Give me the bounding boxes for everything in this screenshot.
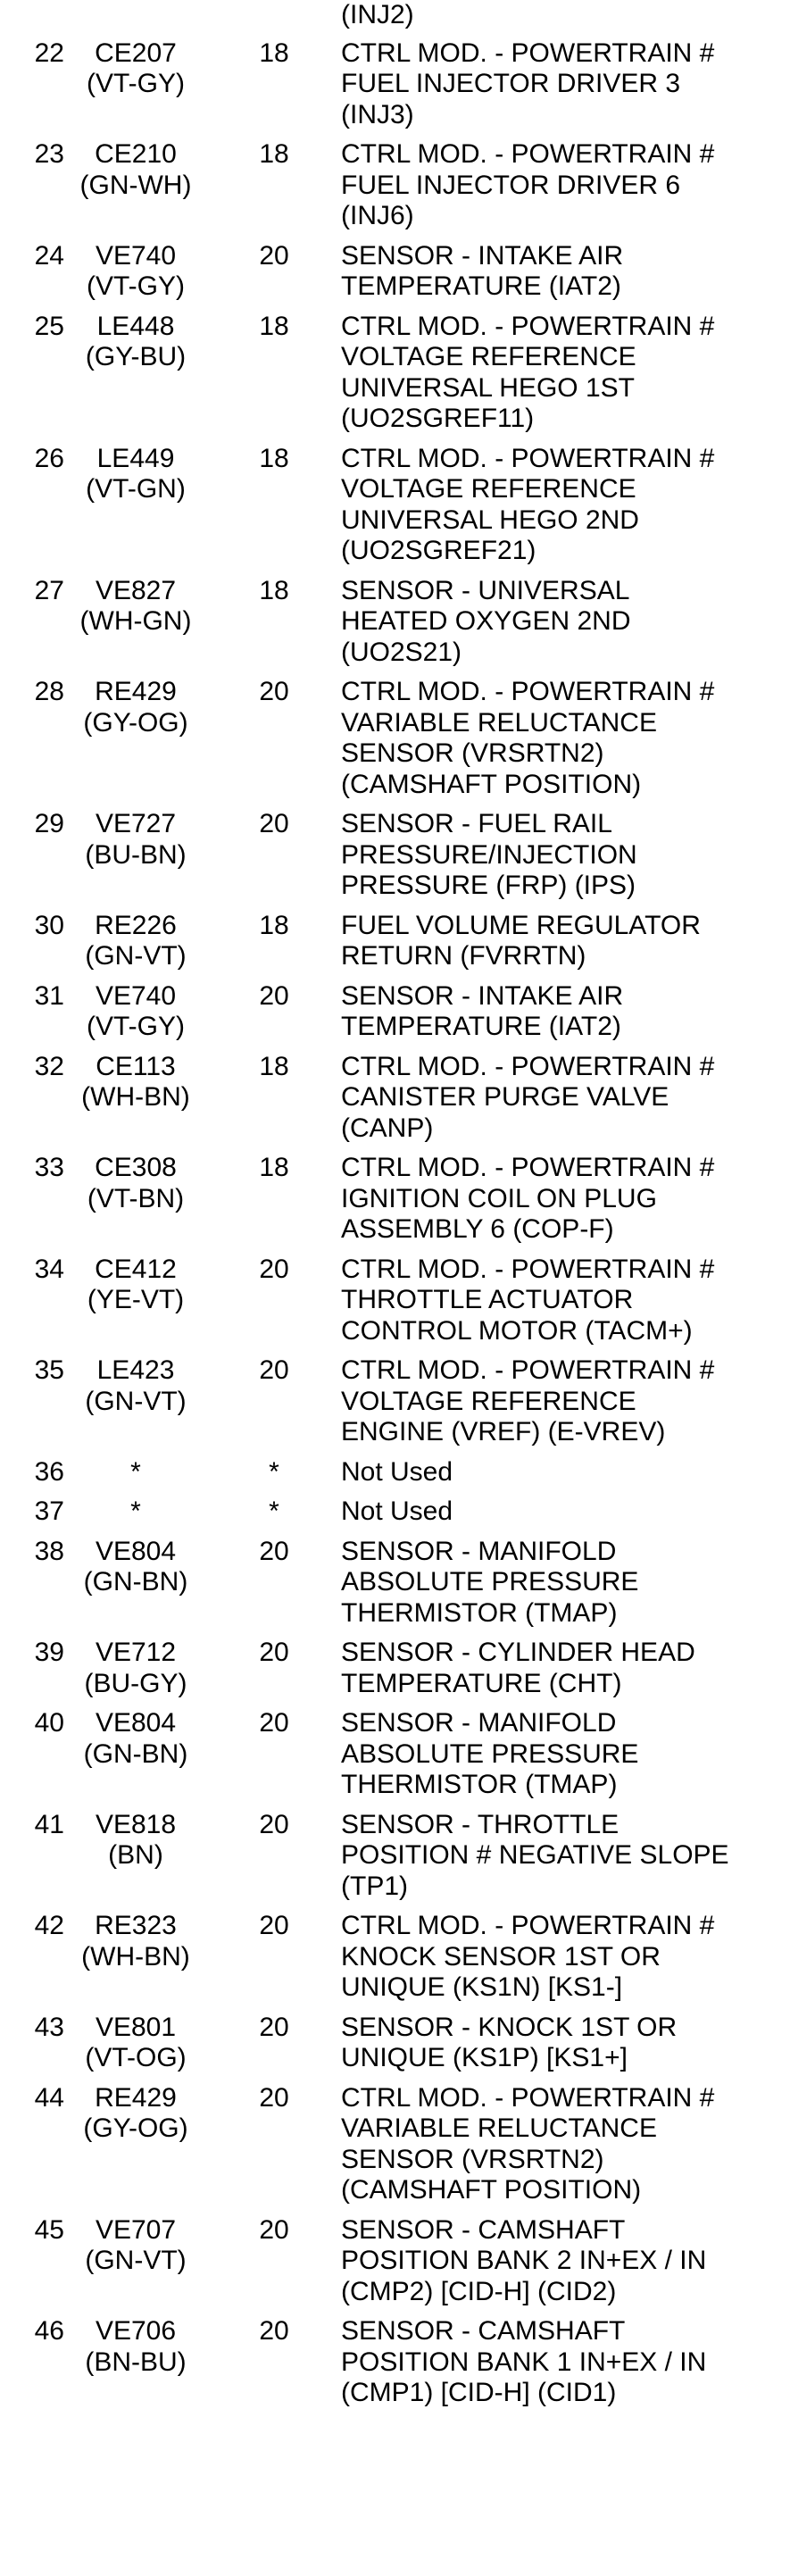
function-line: UNIVERSAL HEGO 1ST: [341, 372, 635, 403]
circuit-id: VE818: [95, 1809, 177, 1839]
function-line: CTRL MOD. - POWERTRAIN #: [341, 1051, 715, 1081]
circuit-cell: [64, 1537, 207, 1638]
function-line: (CMP2) [CID-H] (CID2): [341, 2276, 617, 2306]
circuit-id: LE449: [96, 443, 175, 473]
wire-gauge: 20: [259, 1911, 289, 1940]
function-line: THROTTLE ACTUATOR: [341, 1285, 634, 1314]
pin-row: [0, 312, 768, 444]
circuit-id: VE804: [95, 1536, 177, 1566]
wire-gauge: 20: [259, 2082, 289, 2113]
circuit-id: LE423: [96, 1355, 175, 1385]
function-line: (INJ3): [341, 99, 414, 129]
circuit-cell: [64, 911, 207, 981]
function-line: SENSOR - THROTTLE: [341, 1809, 620, 1839]
pin-row: [0, 677, 768, 809]
pin-number: 23: [34, 139, 64, 169]
circuit-cell: [64, 1911, 207, 2013]
function-line: VARIABLE RELUCTANCE: [341, 707, 657, 738]
circuit-function: [341, 1496, 768, 1537]
wire-color: (VT-BN): [87, 1183, 185, 1213]
circuit-id: VE804: [95, 1708, 177, 1738]
function-line: SENSOR - INTAKE AIR: [341, 980, 624, 1011]
circuit-id: VE827: [95, 575, 177, 605]
circuit-function: [341, 241, 768, 312]
function-line: CTRL MOD. - POWERTRAIN #: [341, 1911, 715, 1940]
wire-gauge: 20: [259, 1638, 289, 1667]
pin-number: 42: [34, 1911, 64, 1940]
pin-row: [0, 241, 768, 312]
function-line: (TP1): [341, 1871, 408, 1901]
wire-gauge: 18: [259, 139, 289, 169]
function-line: UNIVERSAL HEGO 2ND: [341, 504, 639, 535]
circuit-function: [341, 677, 768, 809]
function-line: PRESSURE/INJECTION: [341, 839, 637, 870]
circuit-function: [341, 576, 768, 678]
function-line: (CMP1) [CID-H] (CID1): [341, 2378, 617, 2407]
pin-number: 31: [34, 980, 64, 1011]
pin-row: [0, 1537, 768, 1638]
circuit-function: [341, 809, 768, 911]
circuit-cell: [64, 2083, 207, 2215]
function-line: SENSOR - KNOCK 1ST OR: [341, 2012, 678, 2042]
function-line: PRESSURE (FRP) (IPS): [341, 871, 636, 900]
function-line: CTRL MOD. - POWERTRAIN #: [341, 677, 715, 706]
pin-number: [0, 0, 64, 38]
pin-row: [0, 1355, 768, 1457]
pin-number: 36: [34, 1456, 64, 1487]
function-line: HEATED OXYGEN 2ND: [341, 606, 631, 636]
circuit-function: [341, 1638, 768, 1708]
circuit-cell: [64, 2316, 207, 2418]
pin-row: [0, 444, 768, 576]
wire-color: (GY-OG): [83, 707, 188, 738]
circuit-function: [341, 1052, 768, 1154]
wire-gauge: 20: [259, 2214, 289, 2245]
wire-gauge: 18: [259, 38, 289, 68]
pin-row: [0, 576, 768, 678]
pin-number: 38: [34, 1536, 64, 1566]
circuit-cell: [64, 1457, 207, 1497]
function-line: CTRL MOD. - POWERTRAIN #: [341, 1254, 715, 1284]
function-line: ASSEMBLY 6 (COP-F): [341, 1214, 614, 1244]
function-line: CTRL MOD. - POWERTRAIN #: [341, 139, 715, 169]
circuit-id: RE429: [95, 2082, 177, 2113]
wire-gauge: 20: [259, 2012, 289, 2042]
circuit-id: VE740: [95, 240, 177, 271]
wire-gauge: 20: [259, 1536, 289, 1566]
function-line: UNIQUE (KS1N) [KS1-]: [341, 1972, 623, 2002]
function-line: VOLTAGE REFERENCE: [341, 342, 636, 371]
pin-number: 45: [34, 2214, 64, 2245]
circuit-id: CE412: [95, 1254, 177, 1284]
wire-color: (BU-BN): [85, 839, 187, 870]
circuit-function: [341, 0, 768, 38]
wire-color: (WH-BN): [81, 1082, 190, 1112]
wire-color: (GN-VT): [85, 2246, 187, 2275]
function-line: TEMPERATURE (CHT): [341, 1668, 622, 1698]
pin-number: 41: [34, 1809, 64, 1839]
circuit-function: [341, 1457, 768, 1497]
function-line: SENSOR - UNIVERSAL: [341, 575, 630, 605]
function-line: SENSOR - CAMSHAFT: [341, 2214, 626, 2245]
wire-gauge: 18: [259, 311, 289, 341]
pin-number: 43: [34, 2012, 64, 2042]
circuit-function: [341, 1153, 768, 1255]
circuit-cell: [64, 1638, 207, 1708]
wire-gauge: 20: [259, 809, 289, 838]
wire-gauge: 18: [259, 1153, 289, 1182]
function-line: (UO2SGREF21): [341, 536, 536, 565]
function-line: CTRL MOD. - POWERTRAIN #: [341, 1355, 715, 1385]
function-line: THERMISTOR (TMAP): [341, 1597, 618, 1628]
pin-row: [0, 911, 768, 981]
pin-row: [0, 139, 768, 241]
function-line: POSITION # NEGATIVE SLOPE: [341, 1840, 729, 1870]
wire-color: (VT-GY): [87, 271, 185, 301]
circuit-cell: [64, 1153, 207, 1255]
wire-color: (VT-OG): [85, 2043, 187, 2072]
wire-gauge: [207, 0, 341, 38]
circuit-function: [341, 312, 768, 444]
function-line: KNOCK SENSOR 1ST OR: [341, 1941, 661, 1972]
circuit-id: VE712: [95, 1638, 177, 1667]
function-line: CTRL MOD. - POWERTRAIN #: [341, 311, 715, 341]
circuit-cell: [64, 2013, 207, 2083]
pin-number: 25: [34, 311, 64, 341]
pin-row: [0, 1052, 768, 1154]
circuit-function: [341, 2083, 768, 2215]
circuit-cell: [64, 0, 207, 38]
wire-color: (GN-BN): [83, 1567, 188, 1596]
wire-color: (GN-WH): [79, 170, 192, 200]
function-line: TEMPERATURE (IAT2): [341, 271, 621, 301]
circuit-id: CE308: [95, 1153, 177, 1182]
circuit-cell: [64, 677, 207, 809]
function-line: CANISTER PURGE VALVE: [341, 1082, 669, 1112]
wire-color: (BN): [108, 1840, 163, 1870]
function-line: Not Used: [341, 1456, 453, 1487]
circuit-id: *: [130, 1496, 141, 1526]
circuit-id: RE323: [95, 1911, 177, 1940]
circuit-cell: [64, 1255, 207, 1356]
circuit-id: CE210: [95, 139, 177, 169]
function-line: FUEL VOLUME REGULATOR: [341, 910, 701, 940]
function-line: SENSOR (VRSRTN2): [341, 2144, 604, 2174]
pin-number: 27: [34, 575, 64, 605]
pin-number: 32: [34, 1051, 64, 1081]
circuit-function: [341, 1810, 768, 1912]
pin-row: [0, 1153, 768, 1255]
function-line: CTRL MOD. - POWERTRAIN #: [341, 443, 715, 473]
circuit-cell: [64, 2215, 207, 2317]
circuit-cell: [64, 241, 207, 312]
function-line: VARIABLE RELUCTANCE: [341, 2113, 657, 2143]
pin-row: [0, 1457, 768, 1497]
wire-gauge: 20: [259, 1708, 289, 1738]
pin-row: [0, 2215, 768, 2317]
circuit-cell: [64, 1355, 207, 1457]
circuit-function: [341, 2215, 768, 2317]
wire-color: (WH-BN): [81, 1941, 190, 1972]
wire-color: (GN-BN): [83, 1738, 188, 1769]
function-line: SENSOR - INTAKE AIR: [341, 240, 624, 271]
pin-number: 44: [34, 2082, 64, 2113]
circuit-id: VE706: [95, 2316, 177, 2346]
circuit-function: [341, 1537, 768, 1638]
wire-color: (WH-GN): [79, 606, 192, 636]
function-line: FUEL INJECTOR DRIVER 3: [341, 69, 681, 98]
function-line: UNIQUE (KS1P) [KS1+]: [341, 2043, 628, 2072]
pin-number: 39: [34, 1638, 64, 1667]
pin-number: 40: [34, 1708, 64, 1738]
pin-row: [0, 0, 768, 38]
wire-gauge: 20: [259, 240, 289, 271]
wire-gauge: 20: [259, 1809, 289, 1839]
function-line: FUEL INJECTOR DRIVER 6: [341, 170, 681, 200]
function-line: CTRL MOD. - POWERTRAIN #: [341, 2082, 715, 2113]
circuit-function: [341, 911, 768, 981]
wire-color: (VT-GN): [86, 474, 186, 504]
wire-gauge: 18: [259, 575, 289, 605]
function-line: SENSOR (VRSRTN2): [341, 738, 604, 768]
pin-row: [0, 2316, 768, 2418]
function-line: POSITION BANK 2 IN+EX / IN: [341, 2246, 707, 2275]
pin-number: 29: [34, 809, 64, 838]
circuit-function: [341, 1911, 768, 2013]
circuit-cell: [64, 1496, 207, 1537]
wire-color: (GY-BU): [85, 342, 187, 371]
wire-color: (BN-BU): [85, 2347, 187, 2377]
wire-color: (YE-VT): [87, 1285, 185, 1314]
pin-number: 24: [34, 240, 64, 271]
pin-row: [0, 1810, 768, 1912]
function-line: ENGINE (VREF) (E-VREV): [341, 1417, 666, 1446]
circuit-id: *: [130, 1456, 141, 1487]
pin-number: 35: [34, 1355, 64, 1385]
circuit-function: [341, 38, 768, 140]
circuit-function: [341, 1255, 768, 1356]
circuit-function: [341, 1708, 768, 1810]
function-line: CTRL MOD. - POWERTRAIN #: [341, 38, 715, 68]
wire-color: (VT-GY): [87, 69, 185, 98]
wire-gauge: *: [269, 1456, 279, 1487]
function-line: POSITION BANK 1 IN+EX / IN: [341, 2347, 707, 2377]
wire-gauge: 20: [259, 980, 289, 1011]
function-line: TEMPERATURE (IAT2): [341, 1012, 621, 1041]
pin-number: 30: [34, 910, 64, 940]
wire-gauge: 18: [259, 443, 289, 473]
wire-gauge: 20: [259, 1355, 289, 1385]
function-line: ABSOLUTE PRESSURE: [341, 1738, 639, 1769]
circuit-id: CE113: [96, 1051, 176, 1081]
pin-row: [0, 1708, 768, 1810]
function-line: (CANP): [341, 1113, 434, 1143]
circuit-cell: [64, 981, 207, 1052]
function-line: RETURN (FVRRTN): [341, 941, 586, 971]
circuit-cell: [64, 576, 207, 678]
wire-color: (GN-VT): [85, 941, 187, 971]
circuit-function: [341, 2316, 768, 2418]
circuit-function: [341, 1355, 768, 1457]
function-line: (INJ6): [341, 201, 414, 230]
function-line: (INJ2): [341, 0, 414, 29]
wire-color: (GY-OG): [83, 2113, 188, 2143]
circuit-function: [341, 2013, 768, 2083]
pin-row: [0, 809, 768, 911]
function-line: (UO2SGREF11): [341, 404, 535, 433]
circuit-cell: [64, 1810, 207, 1912]
circuit-id: LE448: [96, 311, 175, 341]
function-line: CTRL MOD. - POWERTRAIN #: [341, 1153, 715, 1182]
circuit-cell: [64, 139, 207, 241]
circuit-cell: [64, 1052, 207, 1154]
pin-row: [0, 1255, 768, 1356]
circuit-cell: [64, 444, 207, 576]
pin-row: [0, 2083, 768, 2215]
circuit-function: [341, 444, 768, 576]
function-line: SENSOR - MANIFOLD: [341, 1708, 617, 1738]
pin-row: [0, 1911, 768, 2013]
wire-gauge: 18: [259, 910, 289, 940]
circuit-id: CE207: [95, 38, 177, 68]
function-line: SENSOR - MANIFOLD: [341, 1536, 617, 1566]
function-line: THERMISTOR (TMAP): [341, 1770, 618, 1799]
function-line: SENSOR - FUEL RAIL: [341, 809, 612, 838]
function-line: IGNITION COIL ON PLUG: [341, 1183, 657, 1213]
function-line: (UO2S21): [341, 637, 462, 667]
wire-gauge: 20: [259, 677, 289, 706]
circuit-function: [341, 139, 768, 241]
circuit-id: VE740: [95, 980, 177, 1011]
wire-color: (VT-GY): [87, 1012, 185, 1041]
pin-number: 37: [34, 1496, 64, 1526]
function-line: Not Used: [341, 1496, 453, 1526]
wire-color: (GN-VT): [85, 1386, 187, 1416]
pin-row: [0, 38, 768, 140]
function-line: (CAMSHAFT POSITION): [341, 769, 642, 799]
circuit-cell: [64, 38, 207, 140]
circuit-id: VE801: [95, 2012, 177, 2042]
function-line: (CAMSHAFT POSITION): [341, 2175, 642, 2205]
function-line: CONTROL MOTOR (TACM+): [341, 1315, 693, 1346]
wire-gauge: 20: [259, 1254, 289, 1284]
pin-number: 28: [34, 677, 64, 706]
circuit-id: VE707: [95, 2214, 177, 2245]
circuit-id: RE226: [95, 910, 177, 940]
function-line: ABSOLUTE PRESSURE: [341, 1567, 639, 1596]
circuit-id: RE429: [95, 677, 177, 706]
pin-number: 26: [34, 443, 64, 473]
pin-row: [0, 1496, 768, 1537]
wire-color: (BU-GY): [84, 1668, 187, 1698]
circuit-cell: [64, 809, 207, 911]
pin-row: [0, 1638, 768, 1708]
pin-number: 22: [34, 38, 64, 68]
function-line: VOLTAGE REFERENCE: [341, 1386, 636, 1416]
pin-row: [0, 2013, 768, 2083]
circuit-cell: [64, 312, 207, 444]
wire-gauge: 20: [259, 2316, 289, 2346]
pin-number: 34: [34, 1254, 64, 1284]
circuit-cell: [64, 1708, 207, 1810]
pin-number: 33: [34, 1153, 64, 1182]
pin-number: 46: [34, 2316, 64, 2346]
function-line: SENSOR - CYLINDER HEAD: [341, 1638, 695, 1667]
wire-gauge: 18: [259, 1051, 289, 1081]
function-line: SENSOR - CAMSHAFT: [341, 2316, 626, 2346]
function-line: VOLTAGE REFERENCE: [341, 474, 636, 504]
wire-gauge: *: [269, 1496, 279, 1526]
circuit-id: VE727: [95, 809, 177, 838]
pin-row: [0, 981, 768, 1052]
circuit-function: [341, 981, 768, 1052]
